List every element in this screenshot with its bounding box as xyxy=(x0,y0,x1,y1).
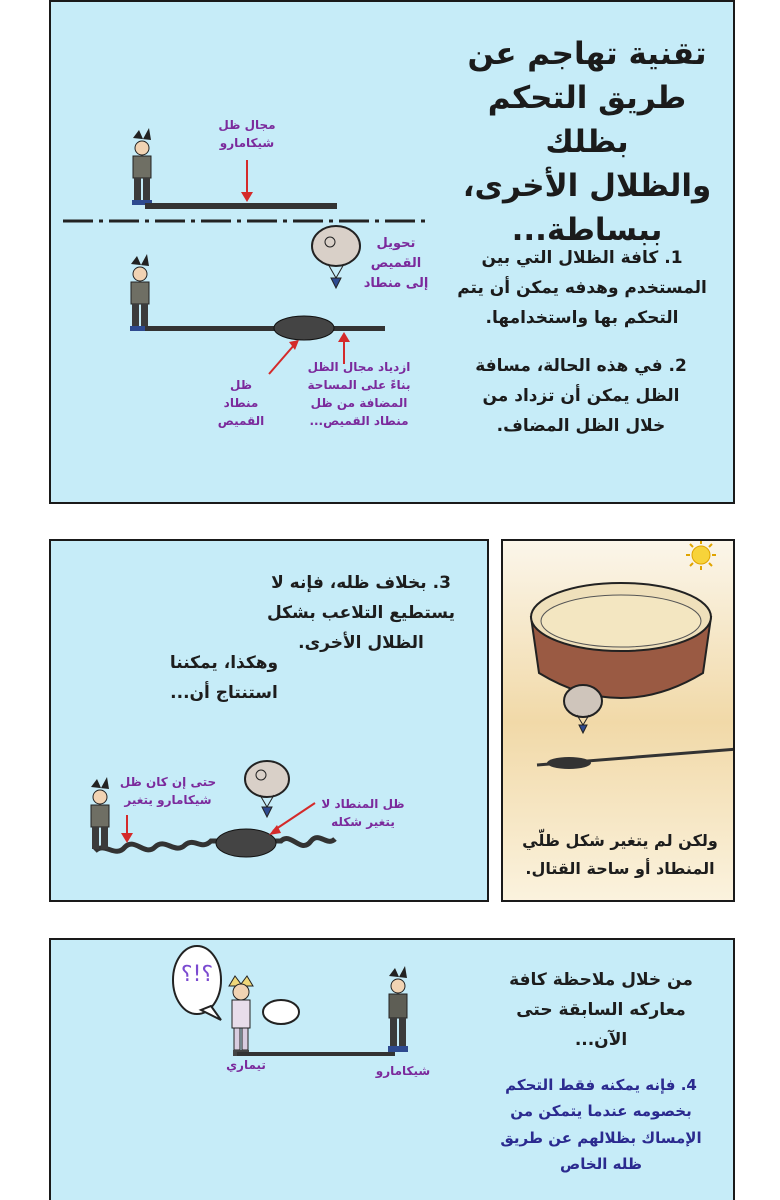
label-balloon-shadow: ظل منطاد القميص xyxy=(217,378,265,428)
label-shirt-to-balloon: تحويل القميص إلى منطاد xyxy=(363,236,429,292)
shikamaru-figure-middle xyxy=(130,254,150,331)
shikamaru-figure-top xyxy=(132,128,152,205)
arena-ring xyxy=(531,583,711,698)
observation-intro: من خلال ملاحظة كافة معاركه السابقة حتى الآن... xyxy=(509,970,693,1050)
emotion-bubble xyxy=(263,1000,299,1024)
battlefield-caption: ولكن لم يتغير شكل ظلّي المنطاد أو ساحة القتال. xyxy=(522,831,718,878)
speech-bubble-text: ؟!؟ xyxy=(180,962,214,987)
panel1-title: تقنية تهاجم عن طريق التحكم بظلك والظلال الأخرى، ببساطة... xyxy=(462,36,712,249)
point-2-text: 2. في هذه الحالة، مسافة الظل يمكن أن تزداد من خلال الظل المضاف. xyxy=(475,356,687,436)
shikamaru-figure-panel2 xyxy=(91,777,109,849)
label-balloon-shadow-unchanged: ظل المنطاد لا يتغير شكله xyxy=(321,797,405,829)
name-label-temari: تيماري xyxy=(226,1058,266,1072)
panel-shadow-technique xyxy=(49,0,735,504)
shikamaru-figure-panel4 xyxy=(388,966,408,1052)
label-even-if-shadow-changes: حتى إن كان ظل شيكامارو يتغير xyxy=(119,775,217,807)
point-4-text: 4. فإنه يمكنه فقط التحكم بخصومه عندما يتمكن من الإمساك بظلالهم عن طريق ظله الخاص xyxy=(500,1076,702,1173)
panel-observation xyxy=(49,938,735,1200)
label-shikamaru-shadow-range: مجال ظل شيكامارو xyxy=(218,118,276,150)
shirt-balloon-panel2 xyxy=(245,761,289,817)
panel-other-shadows xyxy=(49,539,489,902)
temari-figure xyxy=(229,976,253,1056)
point-1-text: 1. كافة الظلال التي بين المستخدم وهدفه يمكن أن يتم التحكم بها واستخدامها. xyxy=(457,248,707,328)
label-shadow-increase: ازدياد مجال الظل بناءً على المساحة المضافة من ظل منطاد القميص... xyxy=(307,360,411,428)
panel-battlefield xyxy=(501,539,735,902)
point-3-text: 3. بخلاف ظله، فإنه لا يستطيع التلاعب بشكل الظلال الأخرى. xyxy=(267,573,455,653)
shirt-balloon-top xyxy=(312,226,360,288)
conclusion-text: وهكذا، يمكننا استنتاج أن... xyxy=(169,653,279,703)
name-label-shikamaru: شيكامارو xyxy=(375,1064,431,1078)
